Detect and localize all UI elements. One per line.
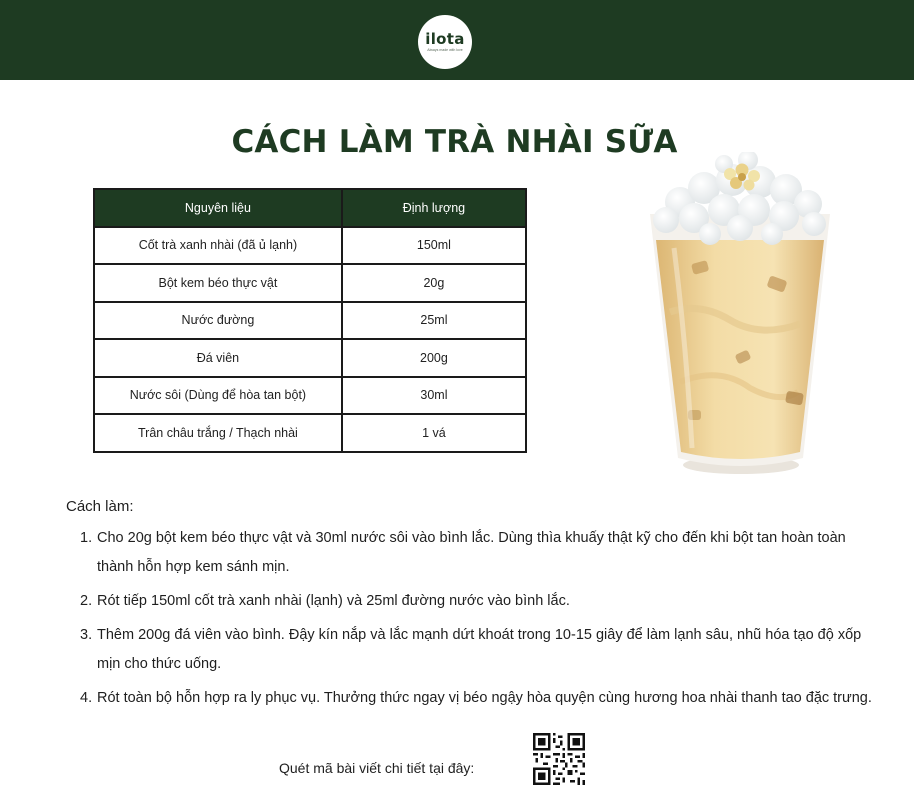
- page-title: CÁCH LÀM TRÀ NHÀI SỮA: [231, 124, 678, 160]
- ingredient-cell: Cốt trà xanh nhài (đã ủ lạnh): [94, 227, 342, 265]
- table-row: [94, 264, 526, 302]
- table-row: [94, 339, 526, 377]
- table-row: [94, 227, 526, 265]
- column-header-ingredient: Nguyên liệu: [94, 189, 342, 227]
- ingredient-cell: Nước sôi (Dùng để hòa tan bột): [94, 377, 342, 415]
- quantity-cell: 20g: [342, 264, 526, 302]
- step-text: Thêm 200g đá viên vào bình. Đậy kín nắp và lắc mạnh dứt khoát trong 10-15 giây để làm lạnh sâu, nhũ hóa tạo độ xốp mịn cho thức uống.: [97, 627, 862, 672]
- table-row: [94, 302, 526, 340]
- step-text: Rót toàn bộ hỗn hợp ra ly phục vụ. Thưởng thức ngay vị béo ngậy hòa quyện cùng hương hoa nhài thanh tao đặc trưng.: [97, 690, 872, 706]
- table-row: [94, 377, 526, 415]
- method-steps-list: [80, 524, 880, 718]
- step-text: Rót tiếp 150ml cốt trà xanh nhài (lạnh) và 25ml đường nước vào bình lắc.: [97, 593, 570, 609]
- ingredient-cell: Nước đường: [94, 302, 342, 340]
- quantity-cell: 30ml: [342, 377, 526, 415]
- ingredient-cell: Trân châu trắng / Thạch nhài: [94, 414, 342, 452]
- table-header-row: [94, 189, 526, 227]
- step-number: 4.: [80, 690, 93, 706]
- header-bar: [0, 0, 914, 80]
- ingredient-cell: Bột kem béo thực vật: [94, 264, 342, 302]
- quantity-cell: 1 vá: [342, 414, 526, 452]
- quantity-cell: 200g: [342, 339, 526, 377]
- logo-tagline: Always made with love: [427, 47, 463, 52]
- table-row: [94, 414, 526, 452]
- list-item: [80, 621, 880, 679]
- quantity-cell: 150ml: [342, 227, 526, 265]
- ingredients-table: [93, 188, 527, 453]
- step-number: 1.: [80, 530, 93, 546]
- milk-tea-drink-image: [640, 152, 840, 482]
- qr-code-icon[interactable]: [533, 733, 585, 785]
- list-item: [80, 524, 880, 582]
- brand-logo[interactable]: [418, 15, 472, 69]
- method-heading: Cách làm:: [66, 498, 134, 515]
- quantity-cell: 25ml: [342, 302, 526, 340]
- logo-text: ilota: [425, 29, 465, 48]
- qr-label: Quét mã bài viết chi tiết tại đây:: [279, 760, 475, 776]
- ingredient-cell: Đá viên: [94, 339, 342, 377]
- step-number: 3.: [80, 627, 93, 643]
- list-item: [80, 587, 880, 616]
- step-text: Cho 20g bột kem béo thực vật và 30ml nước sôi vào bình lắc. Dùng thìa khuấy thật kỹ cho đến khi bột tan hoàn toàn thành hỗn hợp kem sánh mịn.: [97, 530, 846, 575]
- column-header-quantity: Định lượng: [342, 189, 526, 227]
- list-item: [80, 684, 880, 713]
- step-number: 2.: [80, 593, 93, 609]
